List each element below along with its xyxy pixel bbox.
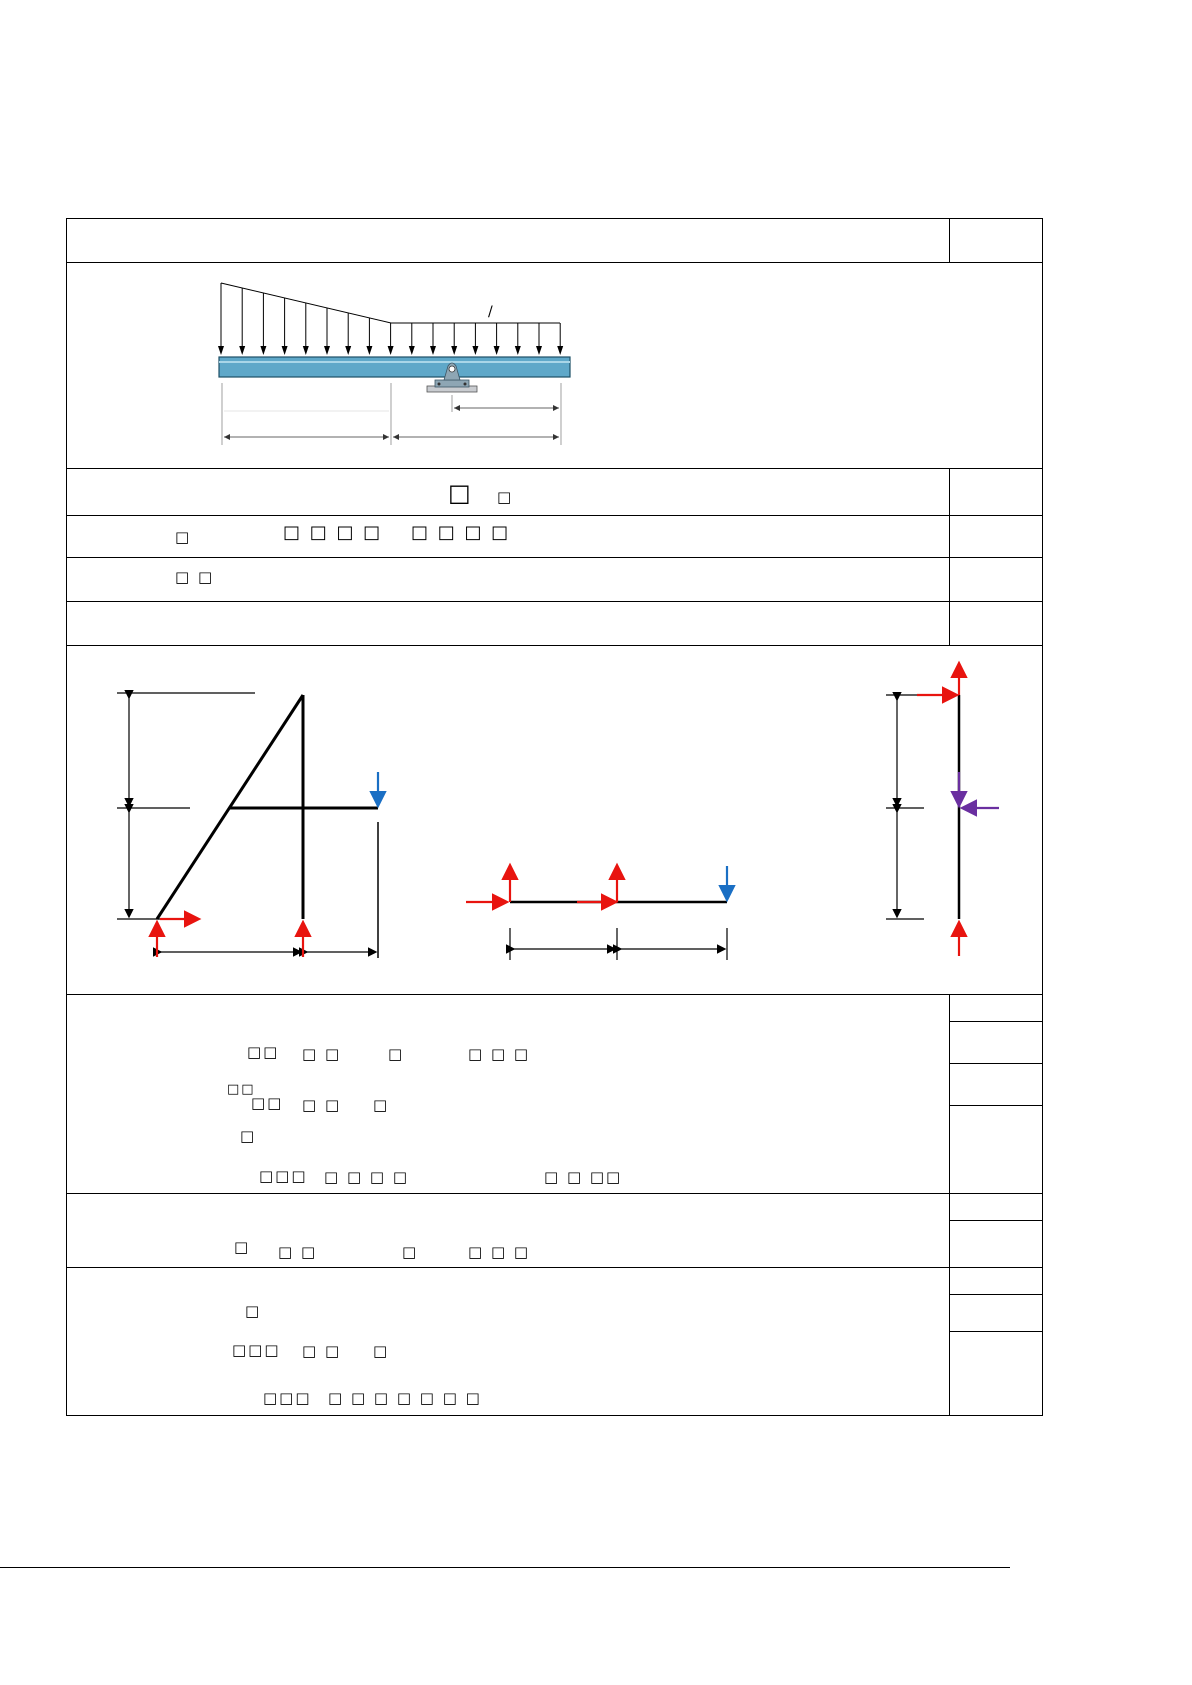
column-member [886,665,999,956]
sol3-line1-a: □ [245,1302,262,1320]
sol1-line2-b: □ □ [302,1096,342,1114]
sol1-line2-sup: □□ [227,1082,256,1097]
sol1-line1-c: □ [388,1045,405,1063]
sol1-line4-a: □□□ [259,1167,308,1185]
sol1-line2-c: □ [373,1096,390,1114]
sol1-line2-a: □□ [251,1094,284,1112]
row1-box: □ [448,479,473,507]
sol1-line1-d: □ □ □ [468,1045,531,1063]
sol3-line2-a: □□□ [232,1341,281,1359]
beam-member [466,866,727,960]
row2-b: □ □ □ □ [283,522,383,543]
sol3-line3-a: □□□ [263,1389,312,1407]
row2-c: □ □ □ □ [411,522,511,543]
sol2-line1-c: □ [402,1243,419,1261]
sol2-line1-d: □ □ □ [468,1243,531,1261]
sol1-line3-a: □ [240,1127,257,1145]
sol1-line1-a: □□ [247,1043,280,1061]
frame-structure [117,693,378,958]
row1-tail: □ [497,488,514,506]
beam-load-label: / [488,304,495,320]
sol3-line2-c: □ [373,1342,390,1360]
footer-rule [0,1567,1010,1568]
sol3-line3-b: □ □ □ □ □ □ □ [328,1389,482,1407]
sol1-line4-c: □ □ □□ [544,1168,623,1186]
sol2-line1-b: □ □ [278,1243,318,1261]
row3-a: □ □ [175,568,215,586]
sol2-line1-a: □ [234,1238,251,1256]
sol3-line2-b: □ □ [302,1342,342,1360]
row2-a: □ [175,528,192,546]
sol1-line4-b: □ □ □ □ [324,1168,409,1186]
sol1-line1-b: □ □ [302,1045,342,1063]
